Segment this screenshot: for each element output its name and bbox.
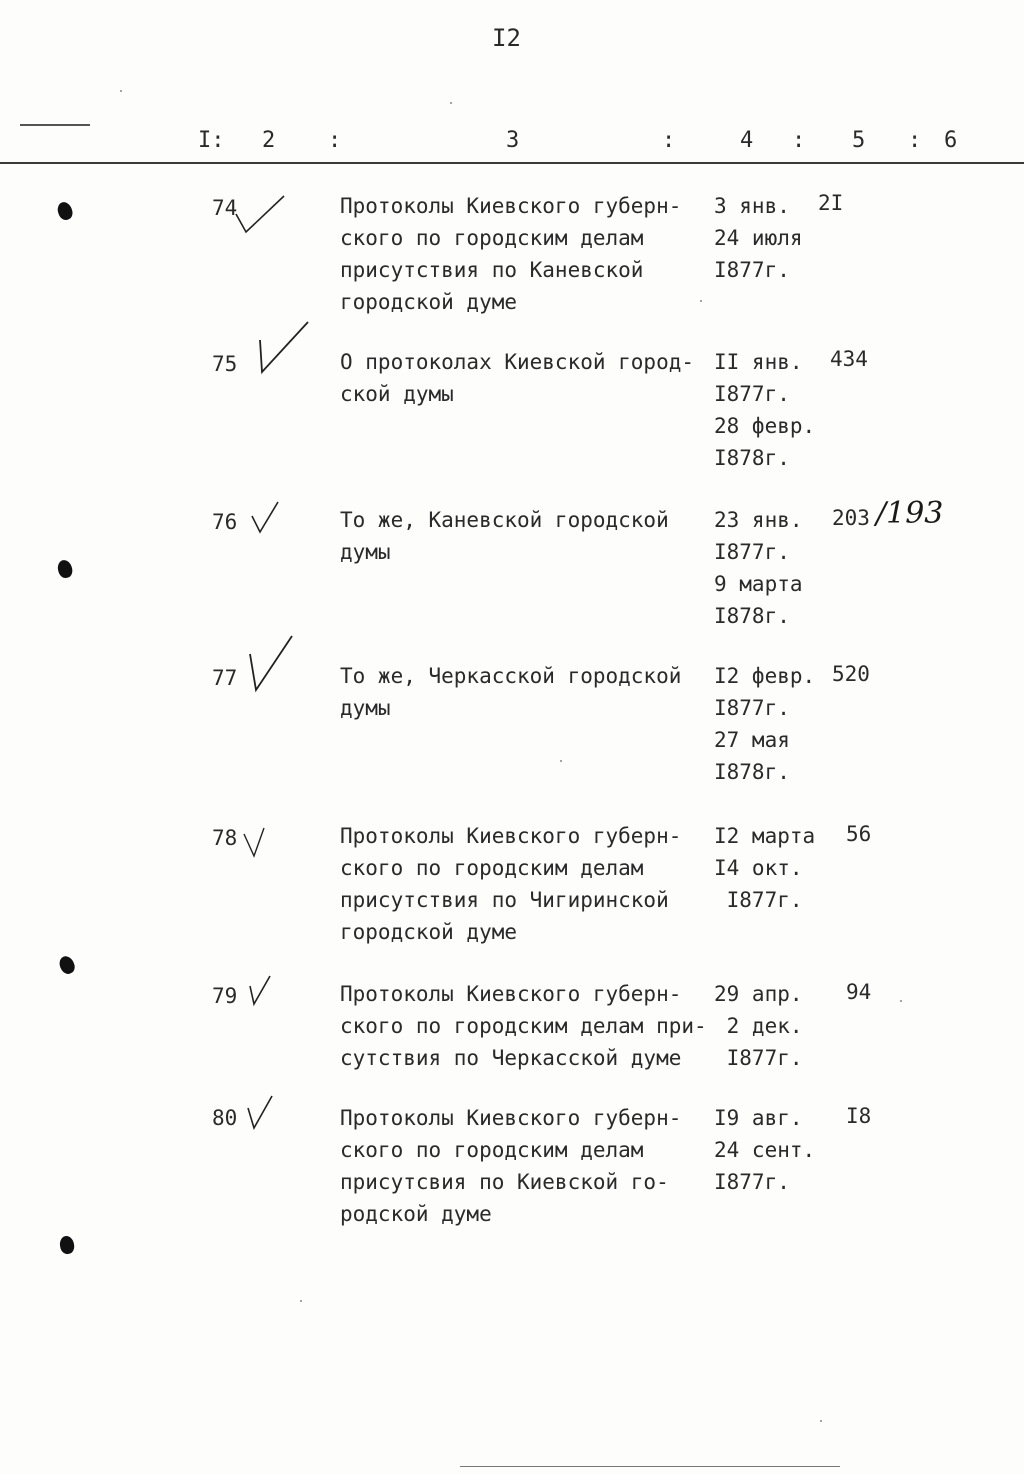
paper-speck: [560, 760, 562, 762]
checkmark-icon: [240, 824, 268, 860]
paper-speck: [120, 90, 122, 92]
binding-hole: [57, 954, 77, 976]
paper-speck: [820, 1420, 822, 1422]
header-bottom-rule: [0, 162, 1024, 164]
binding-hole: [55, 200, 74, 222]
header-separator: :: [662, 128, 676, 153]
header-separator: :: [328, 128, 342, 153]
row-number: 75: [212, 352, 238, 376]
row-dates: I2 марта I4 окт. I877г.: [714, 824, 816, 912]
header-col-5: 5: [852, 128, 866, 153]
header-col-3: 3: [506, 128, 520, 153]
row-number: 80: [212, 1106, 238, 1130]
row-description: Протоколы Киевского губерн- ского по городским делам при- сутствия по Черкасской думе: [340, 982, 707, 1070]
row-sheets: 434: [830, 347, 868, 371]
row-number: 79: [212, 984, 238, 1008]
row-dates: I9 авг. 24 сент. I877г.: [714, 1106, 816, 1194]
row-description: Протоколы Киевского губерн- ского по городским делам присутствия по Чигиринской городской думе: [340, 824, 682, 944]
row-description: Протоколы Киевского губерн- ского по городским делам присутствия по Каневской городской думе: [340, 194, 682, 314]
row-number: 78: [212, 826, 238, 850]
paper-speck: [900, 1000, 902, 1002]
handwritten-correction: /193: [876, 496, 944, 531]
row-dates: 3 янв. 24 июля I877г.: [714, 194, 803, 282]
row-description: Протоколы Киевского губерн- ского по городским делам присутсвия по Киевской го- родской думе: [340, 1106, 682, 1226]
row-description: То же, Каневской городской думы: [340, 508, 669, 564]
paper-speck: [700, 300, 702, 302]
row-sheets: I8: [846, 1104, 872, 1128]
binding-hole: [56, 558, 74, 579]
header-separator: :: [908, 128, 922, 153]
header-top-rule-fragment: [20, 124, 90, 126]
row-number: 77: [212, 666, 238, 690]
row-dates: 29 апр. 2 дек. I877г.: [714, 982, 803, 1070]
header-col-6: 6: [944, 128, 958, 153]
row-dates: 23 янв. I877г. 9 марта I878г.: [714, 508, 803, 628]
header-col-2: 2: [262, 128, 276, 153]
header-col-1: I:: [198, 128, 225, 153]
row-description: О протоколах Киевской город- ской думы: [340, 350, 695, 406]
row-number: 76: [212, 510, 238, 534]
checkmark-icon: [252, 318, 312, 376]
checkmark-icon: [248, 500, 282, 536]
row-dates: II янв. I877г. 28 февр. I878г.: [714, 350, 816, 470]
header-separator: :: [792, 128, 806, 153]
row-sheets: 2I: [818, 191, 844, 215]
binding-hole: [59, 1235, 76, 1255]
row-number: 74: [212, 196, 238, 220]
checkmark-icon: [246, 974, 274, 1008]
page-number: I2: [492, 24, 521, 52]
paper-speck: [300, 1300, 302, 1302]
row-sheets: 94: [846, 980, 872, 1004]
row-description: То же, Черкасской городской думы: [340, 664, 682, 720]
row-sheets: 56: [846, 822, 872, 846]
checkmark-icon: [244, 1094, 276, 1132]
paper-speck: [450, 102, 452, 104]
checkmark-icon: [232, 192, 288, 238]
row-sheets: 520: [832, 662, 870, 686]
checkmark-icon: [244, 632, 296, 694]
header-col-4: 4: [740, 128, 754, 153]
row-dates: I2 февр. I877г. 27 мая I878г.: [714, 664, 816, 784]
bottom-edge-line: [460, 1466, 840, 1467]
row-sheets: 203: [832, 506, 870, 530]
